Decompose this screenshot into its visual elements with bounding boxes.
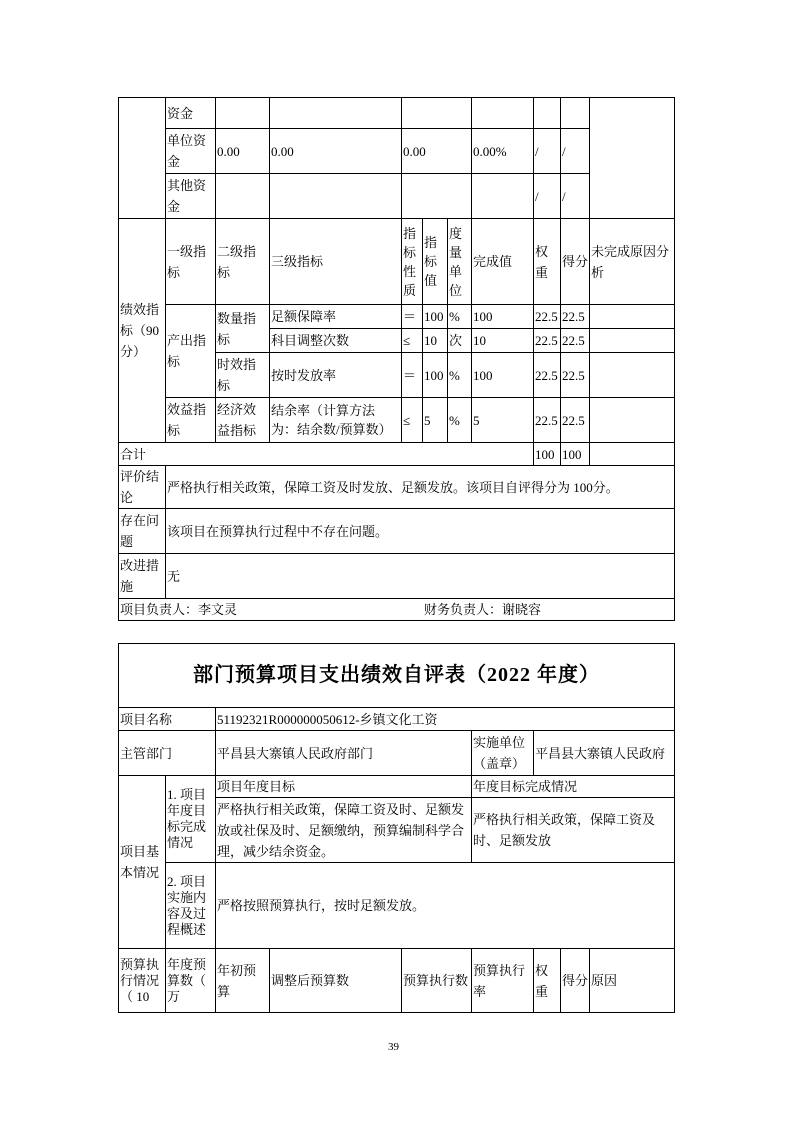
form-title [118, 643, 675, 708]
value: 0.00 [271, 143, 294, 159]
indicator-nature [401, 397, 423, 443]
label: 年度预算数（ 万 [167, 956, 207, 1004]
cell [215, 173, 270, 219]
header-level3 [269, 218, 402, 305]
indicator-nature [401, 328, 423, 353]
other-funds-weight [533, 173, 561, 219]
text: ≤ [403, 412, 411, 428]
label: 2. 项目实施内容及过程概述 [167, 873, 207, 937]
label: 年初预算 [217, 962, 257, 999]
cell [471, 97, 534, 129]
completion-text [471, 797, 675, 863]
value: / [535, 143, 539, 159]
indicator-value [422, 352, 448, 398]
unit-funds-weight [533, 128, 561, 174]
text: ≤ [403, 333, 411, 348]
cell [401, 97, 472, 129]
label: 资金 [167, 105, 194, 121]
indicator-nature [401, 352, 423, 398]
level1-output [165, 304, 216, 398]
unit-funds-score [560, 128, 590, 174]
indicator-name [269, 352, 402, 398]
budget-annual [165, 948, 216, 1013]
text: % [449, 367, 460, 383]
text: 22.5 [535, 333, 558, 348]
measures-text [165, 553, 675, 599]
other-funds-score [560, 173, 590, 219]
indicator-weight [533, 352, 561, 398]
cell [471, 173, 534, 219]
department-value [215, 730, 472, 776]
header-value [422, 218, 448, 305]
budget-label [118, 948, 166, 1013]
text: 22.5 [562, 412, 585, 428]
project-name-label [118, 707, 216, 731]
conclusion-label [118, 465, 166, 509]
label: 实施单位（盖章） [473, 735, 526, 771]
text: 5 [424, 412, 431, 428]
text: 22.5 [562, 309, 585, 324]
impl-content-label [165, 862, 216, 949]
text: 5 [473, 412, 480, 428]
indicator-score [560, 352, 590, 398]
cell [533, 97, 561, 129]
value: / [562, 143, 566, 159]
goal-label [165, 775, 216, 863]
page-number: 39 [388, 1041, 399, 1053]
text: 22.5 [535, 412, 558, 428]
text: 次 [449, 333, 463, 348]
indicator-actual [471, 304, 534, 329]
label: 存在问题 [120, 513, 160, 549]
level2-time [215, 352, 270, 398]
indicator-unit [447, 328, 472, 353]
unit-funds-rate [471, 128, 534, 174]
label: 合计 [120, 446, 147, 462]
value: 100 [562, 446, 582, 462]
label: 得分 [562, 254, 589, 269]
text: ＝ [403, 367, 417, 383]
indicator-score [560, 328, 590, 353]
impl-content-text [215, 862, 675, 949]
value: 0.00% [473, 143, 507, 159]
cell [269, 173, 402, 219]
cell [401, 173, 472, 219]
header-nature [401, 218, 423, 305]
indicator-weight [533, 397, 561, 443]
goal-header [215, 775, 472, 798]
label: 原因 [591, 973, 618, 988]
indicator-name [269, 328, 402, 353]
label: 绩效指标（90分） [120, 302, 160, 359]
impl-unit-value [533, 730, 675, 776]
project-lead: 项目负责人：李文灵 [120, 602, 238, 617]
budget-reason [589, 948, 675, 1013]
unit-funds-adjusted [269, 128, 402, 174]
measures-label [118, 553, 166, 599]
label: 效益指标 [167, 402, 207, 438]
text: 严格按照预算执行，按时足额发放。 [217, 898, 426, 913]
label: 指标值 [424, 235, 438, 288]
label: 调整后预算数 [271, 973, 350, 988]
label: 预算执行情况（ 10 [120, 956, 160, 1004]
header-level1 [165, 218, 216, 305]
indicator-score [560, 397, 590, 443]
text: 足额保障率 [271, 309, 337, 324]
header-actual [471, 218, 534, 305]
text: 科目调整次数 [271, 333, 350, 348]
label: 权重 [535, 243, 549, 280]
text: 无 [167, 568, 181, 584]
header-unit [447, 218, 472, 305]
value: / [535, 188, 539, 204]
label: 评价结论 [120, 469, 160, 505]
other-funds-label [165, 173, 216, 219]
text: 22.5 [535, 309, 558, 324]
header-weight [533, 218, 561, 305]
indicator-score [560, 304, 590, 329]
label: 未完成原因分析 [591, 243, 670, 280]
indicator-actual [471, 352, 534, 398]
indicator-reason [589, 397, 675, 443]
text: 严格执行相关政策，保障工资及时发放、足额发放。该项目自评得分为 100分。 [167, 479, 619, 495]
label: 项目基本情况 [120, 844, 160, 880]
text: % [449, 412, 460, 428]
impl-unit-label [471, 730, 534, 776]
header-reason [589, 218, 675, 305]
budget-score [560, 948, 590, 1013]
indicator-unit [447, 352, 472, 398]
value: 100 [535, 446, 555, 462]
text: 严格执行相关政策，保障工资及时、足额发放或社保及时、足额缴纳，预算编制科学合理，减少结余资金。 [217, 801, 465, 859]
indicator-actual [471, 397, 534, 443]
budget-weight [533, 948, 561, 1013]
total-score [560, 442, 590, 466]
text: 该项目在预算执行过程中不存在问题。 [167, 523, 389, 539]
text: 10 [473, 333, 486, 348]
header-score [560, 218, 590, 305]
value: 平昌县大寨镇人民政府部门 [217, 745, 374, 761]
basic-label [118, 775, 166, 949]
indicator-value [422, 328, 448, 353]
project-name-value [215, 707, 675, 731]
indicator-value [422, 304, 448, 329]
unit-funds-initial [215, 128, 270, 174]
label: 主管部门 [120, 745, 173, 761]
value: 51192321R000000050612-乡镇文化工资 [217, 711, 438, 727]
indicator-weight [533, 304, 561, 329]
label: 产出指标 [167, 333, 207, 369]
level2-quantity [215, 304, 270, 353]
label: 得分 [562, 973, 589, 988]
level1-benefit [165, 397, 216, 443]
header-level2 [215, 218, 270, 305]
indicator-nature [401, 304, 423, 329]
conclusion-text [165, 465, 675, 509]
completion-header [471, 775, 675, 798]
cell [215, 97, 270, 129]
text: 按时发放率 [271, 367, 337, 383]
budget-executed [401, 948, 472, 1013]
cell [269, 97, 402, 129]
budget-rate [471, 948, 534, 1013]
problems-label [118, 508, 166, 554]
indicator-unit [447, 397, 472, 443]
value: 0.00 [217, 143, 240, 159]
label: 单位资金 [167, 133, 207, 169]
level2-economic [215, 397, 270, 443]
value: / [562, 188, 566, 204]
funds-label [165, 97, 216, 129]
indicator-reason [589, 304, 675, 329]
text: % [449, 309, 460, 324]
label: 项目名称 [120, 711, 173, 727]
problems-text [165, 508, 675, 554]
total-weight [533, 442, 561, 466]
indicator-reason [589, 352, 675, 398]
text: 100 [473, 309, 493, 324]
empty-cell [118, 97, 166, 219]
indicator-actual [471, 328, 534, 353]
text: 100 [424, 309, 444, 324]
indicator-name [269, 397, 402, 443]
label: 三级指标 [271, 254, 324, 269]
unit-funds-label [165, 128, 216, 174]
indicator-weight [533, 328, 561, 353]
text: 22.5 [562, 367, 585, 383]
label: 数量指标 [217, 310, 257, 347]
title-text: 部门预算项目支出绩效自评表（2022 年度） [193, 664, 600, 686]
label: 预算执行数 [403, 973, 469, 988]
label: 二级指标 [217, 243, 257, 280]
cell [589, 442, 675, 466]
department-label [118, 730, 216, 776]
indicator-reason [589, 328, 675, 353]
label: 完成值 [473, 254, 513, 269]
indicator-unit [447, 304, 472, 329]
text: 结余率（计算方法为：结余数/预算数） [271, 403, 392, 437]
value: 0.00 [403, 143, 426, 159]
text: 10 [424, 333, 437, 348]
total-label [118, 442, 534, 466]
label: 一级指标 [167, 243, 207, 280]
indicator-value [422, 397, 448, 443]
text: 100 [473, 367, 493, 383]
label: 时效指标 [217, 357, 257, 393]
text: 22.5 [535, 367, 558, 383]
indicator-name [269, 304, 402, 329]
label: 度量单位 [449, 225, 463, 298]
label: 指标性质 [403, 225, 417, 298]
goal-text [215, 797, 472, 863]
text: 严格执行相关政策，保障工资及时、足额发放 [473, 812, 656, 848]
budget-initial [215, 948, 270, 1013]
label: 预算执行率 [473, 962, 526, 999]
label: 项目年度目标 [217, 779, 296, 794]
label: 改进措施 [120, 558, 160, 594]
text: ＝ [403, 309, 417, 324]
performance-label [118, 218, 166, 443]
label: 年度目标完成情况 [473, 779, 578, 794]
label: 其他资金 [167, 178, 207, 214]
budget-adjusted [269, 948, 402, 1013]
value: 平昌县大寨镇人民政府 [535, 745, 666, 761]
cell [589, 97, 675, 219]
text: 100 [424, 367, 444, 383]
unit-funds-executed [401, 128, 472, 174]
text: 22.5 [562, 333, 585, 348]
label: 经济效益指标 [217, 402, 257, 438]
label: 权重 [535, 962, 549, 999]
finance-lead: 财务负责人：谢晓容 [424, 602, 542, 617]
label: 1. 项目年度目标完成情况 [167, 787, 207, 850]
cell [560, 97, 590, 129]
signature-row [118, 598, 675, 621]
